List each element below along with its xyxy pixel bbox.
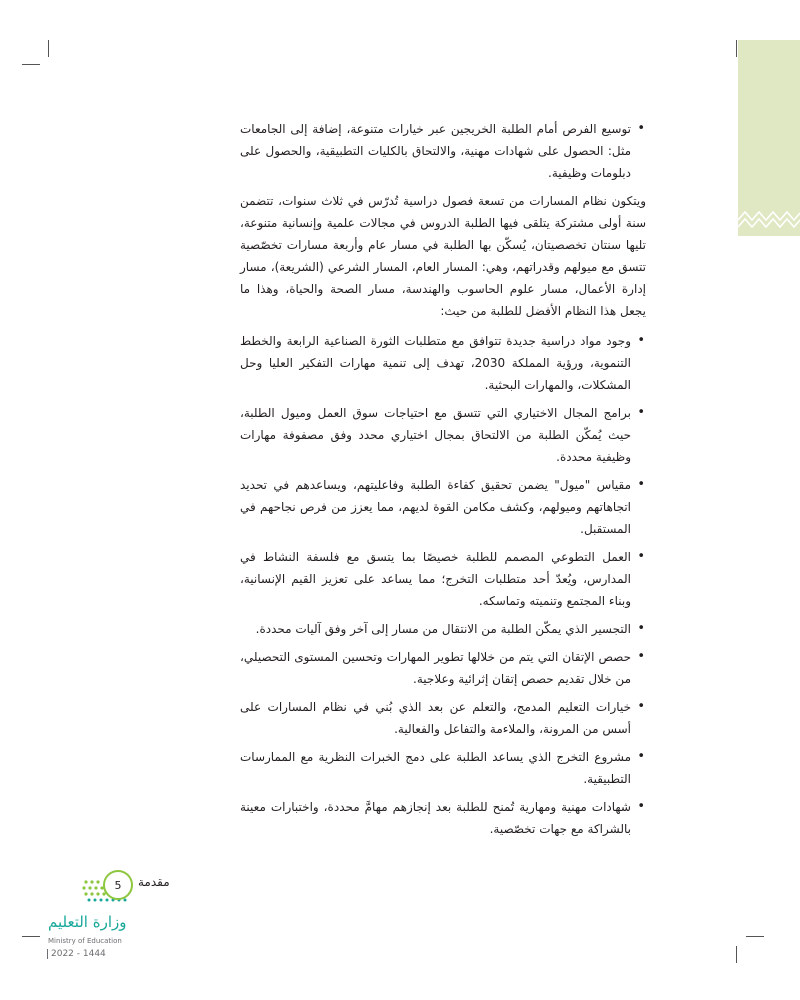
chevron-pattern-icon [738,208,800,230]
page-body [240,118,646,846]
crop-mark [746,936,764,937]
list-item: • حصص الإتقان التي يتم من خلالها تطوير المهارات وتحسين المستوى التحصيلي، من خلال تقديم حصص إتقان إثرائية وعلاجية. [240,646,646,690]
list-item: • توسيع الفرص أمام الطلبة الخريجين عبر خيارات متنوعة، إضافة إلى الجامعات مثل: الحصول على شهادات مهنية، والالتحاق بالكليات التطبيقية، والحصول على دبلومات وظيفية. [240,118,646,184]
crop-mark [48,40,49,57]
list-item: • مقياس "ميول" يضمن تحقيق كفاءة الطلبة وفاعليتهم، ويساعدهم في تحديد اتجاهاتهم وميولهم، وكشف مكامن القوة لديهم، مما يعزز من فرص نجاحهم في المستقبل. [240,474,646,540]
page-number-text: 5 [114,878,122,892]
list-item: • التجسير الذي يمكّن الطلبة من الانتقال من مسار إلى آخر وفق آليات محددة. [240,618,646,640]
page-number [103,870,133,900]
intro-bullet-list [240,118,646,184]
crop-mark [22,936,40,937]
list-item: • العمل التطوعي المصمم للطلبة خصيصًا بما يتسق مع فلسفة النشاط في المدارس، ويُعدّ أحد متطلبات التخرج؛ مما يساعد على تعزيز القيم الإنسانية، وبناء المجتمع وتنميته وتماسكه. [240,546,646,612]
list-item: • وجود مواد دراسية جديدة تتوافق مع متطلبات الثورة الصناعية الرابعة والخطط التنموية، ورؤية المملكة 2030، تهدف إلى تنمية مهارات التفكير العليا وحل المشكلات، والمهارات البحثية. [240,330,646,396]
list-item: • مشروع التخرج الذي يساعد الطلبة على دمج الخبرات النظرية مع الممارسات التطبيقية. [240,746,646,790]
body-paragraph: ويتكون نظام المسارات من تسعة فصول دراسية تُدرّس في ثلاث سنوات، تتضمن سنة أولى مشتركة يتلقى فيها الطلبة الدروس في مجالات علمية وإنسانية متنوعة، تليها سنتان تخصصيتان، يُسكّن بها الطلبة في مسار عام وأربعة مسارات تخصّصية تتسق مع ميولهم وقدراتهم، وهي: المسار العام، المسار الشرعي (الشريعة)، مسار إدارة الأعمال، مسار علوم الحاسوب والهندسة، مسار الصحة والحياة، وهذا ما يجعل هذا النظام الأفضل للطلبة من حيث: [240,194,646,318]
edition-year: 2022 - 1444 [47,949,106,959]
crop-mark [736,946,737,963]
benefits-bullet-list [240,330,646,840]
list-item: • شهادات مهنية ومهارية تُمنح للطلبة بعد إنجازهم مهامَّ محددة، واختبارات معينة بالشراكة مع جهات تخصّصية. [240,796,646,840]
ministry-logo-text: وزارة التعليم [48,913,127,931]
ministry-logo-subtitle: Ministry of Education [48,937,122,945]
section-label: مقدمة [138,875,170,889]
decorative-side-band [738,40,800,236]
crop-mark [736,40,737,57]
crop-mark [22,64,40,65]
list-item: • خيارات التعليم المدمج، والتعلم عن بعد الذي بُني في نظام المسارات على أسس من المرونة، والملاءمة والتفاعل والفعالية. [240,696,646,740]
list-item: • برامج المجال الاختياري التي تتسق مع احتياجات سوق العمل وميول الطلبة، حيث يُمكّن الطلبة من الالتحاق بمجال اختياري محدد وفق مصفوفة مهارات وظيفية محددة. [240,402,646,468]
